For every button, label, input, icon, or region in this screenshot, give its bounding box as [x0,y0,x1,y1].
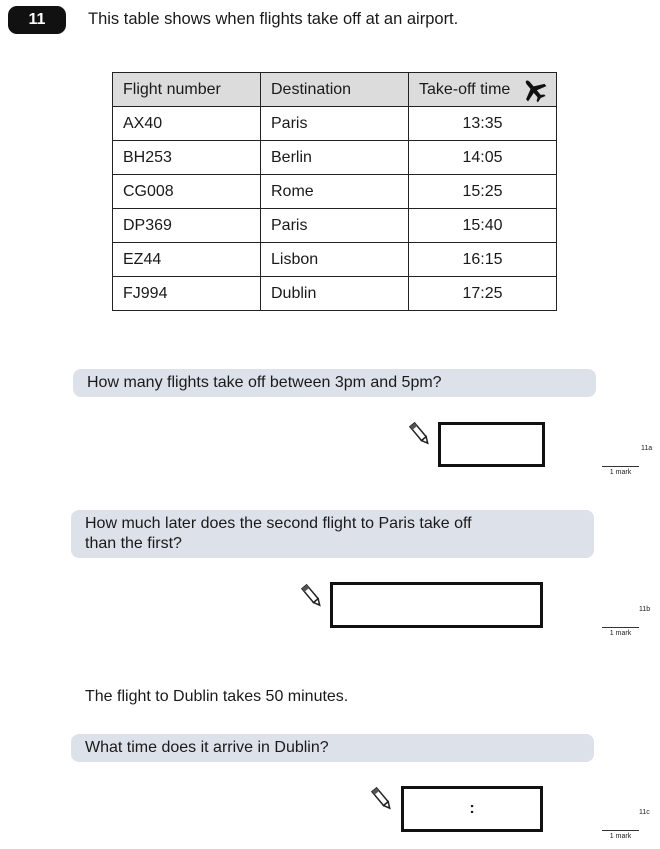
time-separator: : [469,800,475,817]
mark-line-11a [602,466,639,467]
flights-table [112,72,557,311]
mark-value-11b: 1 mark [609,630,632,637]
table-row [113,175,557,209]
destination-cell: Lisbon [261,243,409,277]
airplane-icon [520,77,548,103]
mark-value-11c: 1 mark [609,833,632,840]
destination-cell: Dublin [261,277,409,311]
table-row [113,243,557,277]
table-row [113,107,557,141]
question-11c-statement: The flight to Dublin takes 50 minutes. [85,688,349,705]
destination-cell: Paris [261,209,409,243]
take-off-time-cell: 13:35 [409,107,557,141]
header-destination: Destination [261,73,409,107]
flight-number-cell: CG008 [113,175,261,209]
question-11a-prompt: How many flights take off between 3pm and 5pm? [73,369,596,397]
flight-number-cell: BH253 [113,141,261,175]
question-11b-line-2: than the first? [85,535,182,552]
destination-cell: Berlin [261,141,409,175]
pencil-icon [370,785,394,813]
mark-line-11b [602,627,639,628]
mark-code-11a: 11a [641,445,653,452]
mark-value-11a: 1 mark [609,469,632,476]
answer-box-11a[interactable] [438,422,545,467]
flight-number-cell: FJ994 [113,277,261,311]
take-off-time-cell: 14:05 [409,141,557,175]
pencil-icon [408,420,432,448]
header-take-off-time-label: Take-off time [419,80,511,98]
answer-box-11c[interactable] [401,786,543,832]
header-flight-number: Flight number [113,73,261,107]
pencil-icon [300,582,324,610]
destination-cell: Paris [261,107,409,141]
table-row [113,209,557,243]
take-off-time-cell: 15:25 [409,175,557,209]
header-take-off-time [409,73,557,107]
table-header-row [113,73,557,107]
take-off-time-cell: 17:25 [409,277,557,311]
take-off-time-cell: 15:40 [409,209,557,243]
question-11c-prompt: What time does it arrive in Dublin? [71,734,594,762]
destination-cell: Rome [261,175,409,209]
answer-box-11b[interactable] [330,582,543,628]
question-intro: This table shows when flights take off at an airport. [88,10,459,28]
flight-number-cell: AX40 [113,107,261,141]
take-off-time-cell: 16:15 [409,243,557,277]
table-row [113,141,557,175]
flight-number-cell: EZ44 [113,243,261,277]
mark-line-11c [602,830,639,831]
question-11b-prompt [71,510,594,558]
question-11b-line-1: How much later does the second flight to Paris take off [85,515,472,532]
table-row [113,277,557,311]
mark-code-11b: 11b [639,606,651,613]
question-number-badge: 11 [8,6,66,34]
mark-code-11c: 11c [639,809,650,816]
flight-number-cell: DP369 [113,209,261,243]
